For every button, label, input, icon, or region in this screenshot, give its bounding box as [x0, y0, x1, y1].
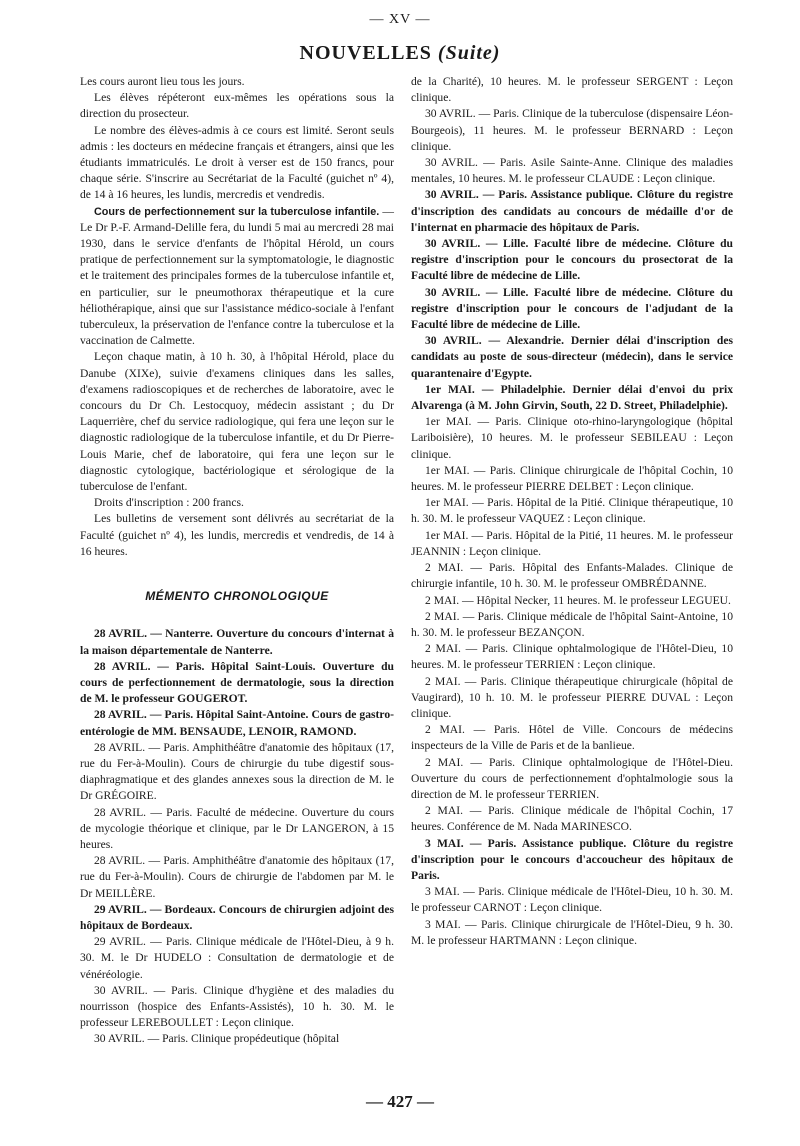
memento-entry: 1er MAI. — Paris. Hôpital de la Pitié, 11 heures. M. le professeur JEANNIN : Leçon clinique. [411, 528, 733, 558]
memento-entry: 30 AVRIL. — Alexandrie. Dernier délai d'inscription des candidats au poste de sous-directeur (médecin), dans le service quarantenaire d'Egypte. [411, 334, 733, 380]
memento-entry: 28 AVRIL. — Paris. Hôpital Saint-Antoine. Cours de gastro-entérologie de MM. BENSAUDE, LENOIR, RAMOND. [80, 708, 394, 738]
memento-entry: 2 MAI. — Paris. Clinique ophtalmologique de l'Hôtel-Dieu, 10 heures. M. le professeur TERRIEN : Leçon clinique. [411, 642, 733, 672]
memento-entry: de la Charité), 10 heures. M. le professeur SERGENT : Leçon clinique. [411, 75, 733, 105]
memento-entry: 2 MAI. — Hôpital Necker, 11 heures. M. le professeur LEGUEU. [425, 593, 731, 607]
memento-entry: 30 AVRIL. — Paris. Assistance publique. Clôture du registre d'inscription des candidats au concours de médaille d'or de l'internat en pharmacie des hôpitaux de Paris. [411, 188, 733, 234]
memento-entry: 30 AVRIL. — Lille. Faculté libre de médecine. Clôture du registre d'inscription pour le concours de l'adjudant de la Faculté libre de médecine de Lille. [411, 285, 733, 332]
memento-entry: 2 MAI. — Paris. Clinique thérapeutique chirurgicale (hôpital de Vaugirard), 10 h. 10. M. le professeur PIERRE DUVAL : Leçon clinique. [411, 674, 733, 720]
memento-entry: 2 MAI. — Paris. Hôtel de Ville. Concours de médecins inspecteurs de la Ville de Paris et de la banlieue. [411, 723, 733, 753]
memento-entry: 30 AVRIL. — Lille. Faculté libre de médecine. Clôture du registre d'inscription pour le concours du prosectorat de la Faculté libre de médecine de Lille. [411, 237, 733, 283]
page-heading [0, 42, 800, 65]
left-column [80, 74, 394, 1048]
perf-course-heading: Cours de perfectionnement sur la tuberculose infantile. [94, 205, 380, 218]
perf-course-paragraph [80, 204, 394, 350]
memento-entry: 30 AVRIL. — Paris. Asile Sainte-Anne. Clinique des maladies mentales, 10 heures. M. le professeur CLAUDE : Leçon clinique. [411, 156, 733, 186]
memento-entry: 28 AVRIL. — Paris. Amphithéâtre d'anatomie des hôpitaux (17, rue du Fer-à-Moulin). Cours de chirurgie de l'abdomen par M. le Dr MEILLÈRE. [80, 854, 394, 900]
memento-entry: 1er MAI. — Paris. Clinique chirurgicale de l'hôpital Cochin, 10 heures. M. le professeur PIERRE DELBET : Leçon clinique. [411, 463, 733, 494]
memento-entry: 2 MAI. — Paris. Clinique ophtalmologique de l'Hôtel-Dieu. Ouverture du cours de perfectionnement d'ophtalmologie sous la direction de M. le professeur TERRIEN. [411, 755, 733, 801]
memento-entry: 30 AVRIL. — Paris. Clinique de la tuberculose (dispensaire Léon-Bourgeois), 11 heures. M. le professeur BERNARD : Leçon clinique. [411, 107, 733, 153]
memento-entry: 3 MAI. — Paris. Assistance publique. Clôture du registre d'inscription pour le concours d'accoucheur des hôpitaux de Paris. [411, 836, 733, 882]
memento-entry: 29 AVRIL. — Paris. Clinique médicale de l'Hôtel-Dieu, à 9 h. 30. M. le Dr HUDELO : Consultation de dermatologie et de vénéréologie. [80, 935, 394, 981]
memento-entry: 30 AVRIL. — Paris. Clinique propédeutique (hôpital [94, 1032, 340, 1046]
intro-paragraph: Le nombre des élèves-admis à ce cours est limité. Seront seuls admis : les docteurs en médecine français et étrangers, ainsi que les étudiants immatriculés. Le droit à verser est de 150 francs, pour chaque série. S'inscrire au Secrétariat de la Faculté (guichet nº 4), de 14 à 16 heures, les lundis, mercredis et vendredis. [80, 123, 394, 202]
roman-page-number: — XV — [369, 12, 431, 27]
memento-entry: 2 MAI. — Paris. Hôpital des Enfants-Malades. Clinique de chirurgie infantile, 10 h. 30. M. le professeur OMBRÉDANNE. [411, 561, 733, 591]
memento-entry: 1er MAI. — Paris. Hôpital de la Pitié. Clinique thérapeutique, 10 h. 30. M. le professeur VAQUEZ : Leçon clinique. [411, 496, 733, 526]
memento-entry: 1er MAI. — Paris. Clinique oto-rhino-laryngologique (hôpital Lariboisière), 10 heures. M. le professeur SEBILEAU : Leçon clinique. [411, 415, 733, 461]
memento-title: MÉMENTO CHRONOLOGIQUE [145, 589, 329, 604]
memento-entry: 30 AVRIL. — Paris. Clinique d'hygiène et des maladies du nourrisson (hospice des Enfants-Assistés), 10 h. 30. M. le professeur LEREBOULLET : Leçon clinique. [80, 983, 394, 1030]
intro-paragraph: Les élèves répéteront eux-mêmes les opérations sous la direction du prosecteur. [80, 91, 394, 121]
page-number: — 427 — [366, 1092, 434, 1111]
body-paragraph: Leçon chaque matin, à 10 h. 30, à l'hôpital Hérold, place du Danube (XIXe), suivie d'examens cliniques dans les salles, d'examens radioscopiques et de recherches de laboratoire, avec le concours du Dr Ch. Lestocquoy, médecin assistant ; du Dr Laquerrière, chef du service radiologique, qui fera une leçon sur le diagnostic radiologique de la tuberculose infantile, et du Dr Pierre-Louis Marie, chef de laboratoire, qui fera une leçon sur le diagnostic cytologique, bactériologique et sérologique de la tuberculose de l'enfant. [80, 350, 394, 494]
body-paragraph: Les bulletins de versement sont délivrés au secrétariat de la Faculté (guichet nº 4), les lundis, mercredis et vendredis, de 14 à 16 heures. [80, 512, 394, 558]
heading-title: NOUVELLES [299, 42, 432, 64]
memento-entry: 28 AVRIL. — Paris. Hôpital Saint-Louis. Ouverture du cours de perfectionnement de dermatologie, sous la direction de M. le professeur GOUGEROT. [80, 659, 394, 706]
memento-entry: 3 MAI. — Paris. Clinique médicale de l'Hôtel-Dieu, 10 h. 30. M. le professeur CARNOT : Leçon clinique. [411, 885, 733, 915]
intro-paragraph: Les cours auront lieu tous les jours. [80, 75, 245, 88]
right-column [411, 74, 733, 949]
memento-entry: 28 AVRIL. — Nanterre. Ouverture du concours d'internat à la maison départementale de Nanterre. [80, 627, 394, 657]
memento-entry: 1er MAI. — Philadelphie. Dernier délai d'envoi du prix Alvarenga (à M. John Girvin, South, 22 D. Street, Philadelphie). [411, 382, 733, 413]
memento-entry: 2 MAI. — Paris. Clinique médicale de l'hôpital Cochin, 17 heures. Conférence de M. Nada MARINESCO. [411, 804, 733, 834]
memento-entry: 28 AVRIL. — Paris. Amphithéâtre d'anatomie des hôpitaux (17, rue du Fer-à-Moulin). Cours de chirurgie du tube digestif sous-diaphragmatique et des glandes annexes sous la direction de M. le Dr GRÉGOIRE. [80, 740, 394, 803]
heading-suffix: (Suite) [437, 42, 501, 64]
perf-course-text: — Le Dr P.-F. Armand-Delille fera, du lundi 5 mai au mercredi 28 mai 1930, dans le service d'enfants de l'hôpital Hérold, un cours pratique de perfectionnement sur la symptomatologie, le diagnostic et le traitement des principales formes de la tuberculose infantile et, en particulier, sur le pneumothorax thérapeutique et la cure héliothérapique, ainsi que sur l'assistance médico-sociale à l'enfant tuberculeux, la préservation de l'enfance contre la tuberculose et la vaccination de Calmette. [80, 204, 394, 348]
memento-entry: 29 AVRIL. — Bordeaux. Concours de chirurgien adjoint des hôpitaux de Bordeaux. [80, 902, 394, 932]
memento-entry: 28 AVRIL. — Paris. Faculté de médecine. Ouverture du cours de mycologie théorique et clinique, par le Dr LANGERON, à 15 heures. [80, 805, 394, 851]
memento-entry: 2 MAI. — Paris. Clinique médicale de l'hôpital Saint-Antoine, 10 h. 30. M. le professeur BEZANÇON. [411, 609, 733, 639]
body-paragraph: Droits d'inscription : 200 francs. [94, 496, 244, 510]
memento-entry: 3 MAI. — Paris. Clinique chirurgicale de l'Hôtel-Dieu, 9 h. 30. M. le professeur HARTMANN : Leçon clinique. [411, 917, 733, 947]
